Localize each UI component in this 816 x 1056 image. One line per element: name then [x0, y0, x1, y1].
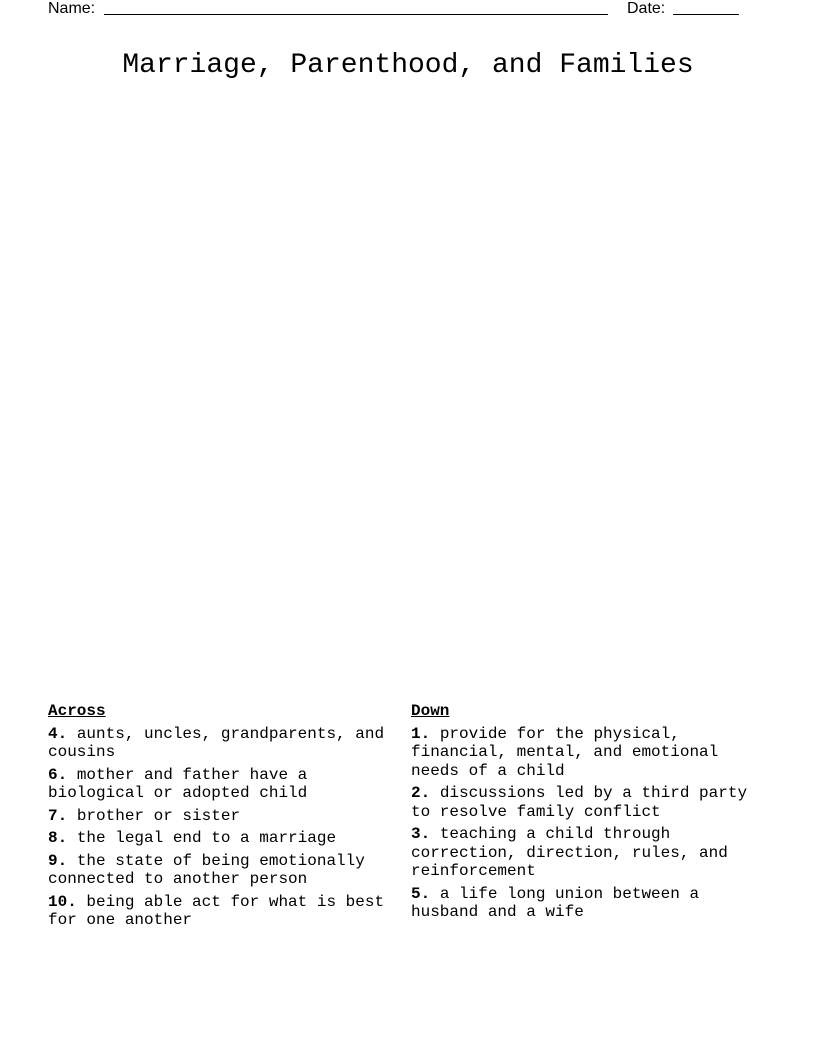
across-heading: Across — [48, 702, 106, 720]
across-clue — [48, 807, 398, 826]
across-clue — [48, 829, 398, 848]
clue-number: 2. — [411, 784, 431, 802]
down-heading: Down — [411, 702, 450, 720]
page-title: Marriage, Parenthood, and Families — [122, 50, 694, 81]
clue-text: discussions led by a third party to resolve family conflict — [411, 784, 748, 821]
clue-text: mother and father have a biological or adopted child — [48, 765, 308, 802]
clue-text: a life long union between a husband and a wife — [411, 884, 700, 921]
across-clue — [48, 725, 398, 762]
clue-text: the state of being emotionally connected to another person — [48, 851, 365, 888]
name-blank-line[interactable] — [104, 0, 608, 15]
across-clues — [48, 702, 398, 934]
clue-text: brother or sister — [76, 806, 241, 825]
clue-text: aunts, uncles, grandparents, and cousins — [48, 724, 385, 761]
clue-text: provide for the physical, financial, mental, and emotional needs of a child — [411, 724, 719, 780]
clue-number: 5. — [411, 884, 431, 903]
clue-number: 1. — [411, 724, 431, 743]
date-blank-line[interactable] — [673, 0, 739, 15]
name-label: Name: — [48, 0, 96, 17]
crossword-grid-area — [48, 100, 768, 690]
date-label: Date: — [627, 0, 666, 17]
clue-text: teaching a child through correction, direction, rules, and reinforcement — [411, 825, 728, 880]
clue-number: 10. — [48, 892, 77, 911]
down-clue — [411, 784, 771, 821]
clue-number: 9. — [48, 851, 68, 870]
down-clues — [411, 702, 771, 926]
down-clue — [411, 725, 771, 781]
clue-text: being able act for what is best for one another — [48, 892, 385, 929]
across-clue — [48, 852, 398, 889]
down-clue — [411, 885, 771, 922]
clue-text: the legal end to a marriage — [76, 829, 337, 847]
clue-number: 8. — [48, 829, 68, 847]
across-clue — [48, 893, 398, 930]
clue-number: 3. — [411, 825, 431, 843]
header-line — [48, 0, 748, 20]
down-clue — [411, 825, 771, 881]
across-clue — [48, 766, 398, 803]
clue-number: 6. — [48, 765, 68, 784]
clue-number: 4. — [48, 724, 68, 743]
clue-number: 7. — [48, 806, 68, 825]
